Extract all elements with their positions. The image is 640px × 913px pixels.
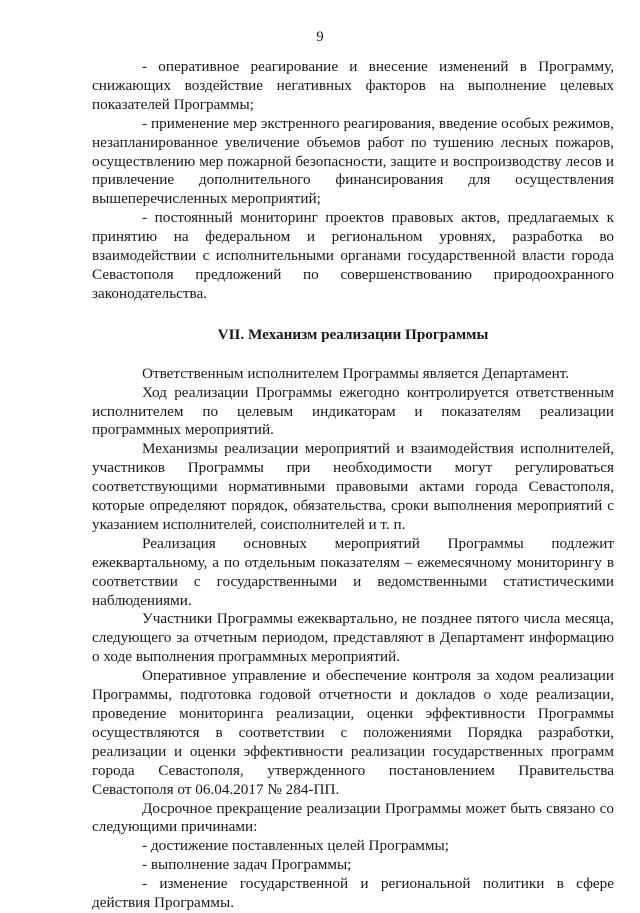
- section-paragraph-4: Реализация основных мероприятий Программы подлежит ежеквартальному, а по отдельным показателям – ежемесячному мониторингу в соответствии с государственными и ведомственными статистическими наблюдениями.: [92, 534, 614, 609]
- section-paragraph-1: Ответственным исполнителем Программы является Департамент.: [142, 364, 570, 382]
- section-paragraph-6: Оперативное управление и обеспечение контроля за ходом реализации Программы, подготовка годовой отчетности и докладов о ходе реализации, проведение мониторинга реализации, оценки эффективности Программы осуществляются в соответствии с положениями Порядка разработки, реализации и оценки эффективности реализации государственных программ города Севастополя, утвержденного постановлением Правительства Севастополя от 06.04.2017 № 284-ПП.: [92, 667, 614, 798]
- page-content: [92, 58, 614, 913]
- section-paragraph-7: Досрочное прекращение реализации Программы может быть связано со следующими причинами:: [92, 799, 614, 836]
- top-item-2: - применение мер экстренного реагирования, введение особых режимов, незапланированное увеличение объемов работ по тушению лесных пожаров, осуществлению мер пожарной безопасности, защите и воспроизводству лесов и привлечение дополнительного финансирования для осуществления вышеперечисленных мероприятий;: [92, 114, 614, 208]
- top-item-1: - оперативное реагирование и внесение изменений в Программу, снижающих воздействие негативных факторов на выполнение целевых показателей Программы;: [92, 58, 614, 113]
- reason-item-2: - выполнение задач Программы;: [142, 856, 352, 874]
- reason-item-1: - достижение поставленных целей Программы;: [142, 837, 449, 855]
- section-heading: VII. Механизм реализации Программы: [217, 325, 489, 343]
- section-paragraph-2: Ход реализации Программы ежегодно контролируется ответственным исполнителем по целевым индикаторам и показателям реализации программных мероприятий.: [92, 383, 614, 439]
- top-item-3: - постоянный мониторинг проектов правовых актов, предлагаемых к принятию на федеральном и региональном уровнях, разработка во взаимодействии с исполнительными органами государственной власти города Севастополя предложений по совершенствованию природоохранного законодательства.: [92, 209, 614, 302]
- page-number: 9: [316, 29, 324, 45]
- reason-item-3: - изменение государственной и региональной политики в сфере действия Программы.: [92, 875, 614, 912]
- section-paragraph-3: Механизмы реализации мероприятий и взаимодействия исполнителей, участников Программы при необходимости могут регулироваться соответствующими нормативными правовыми актами города Севастополя, которые определяют порядок, обязательства, сроки выполнения мероприятий с указанием исполнителей, соисполнителей и т. п.: [92, 440, 614, 533]
- section-paragraph-5: Участники Программы ежеквартально, не позднее пятого числа месяца, следующего за отчетным периодом, представляют в Департамент информацию о ходе выполнения программных мероприятий.: [92, 610, 614, 666]
